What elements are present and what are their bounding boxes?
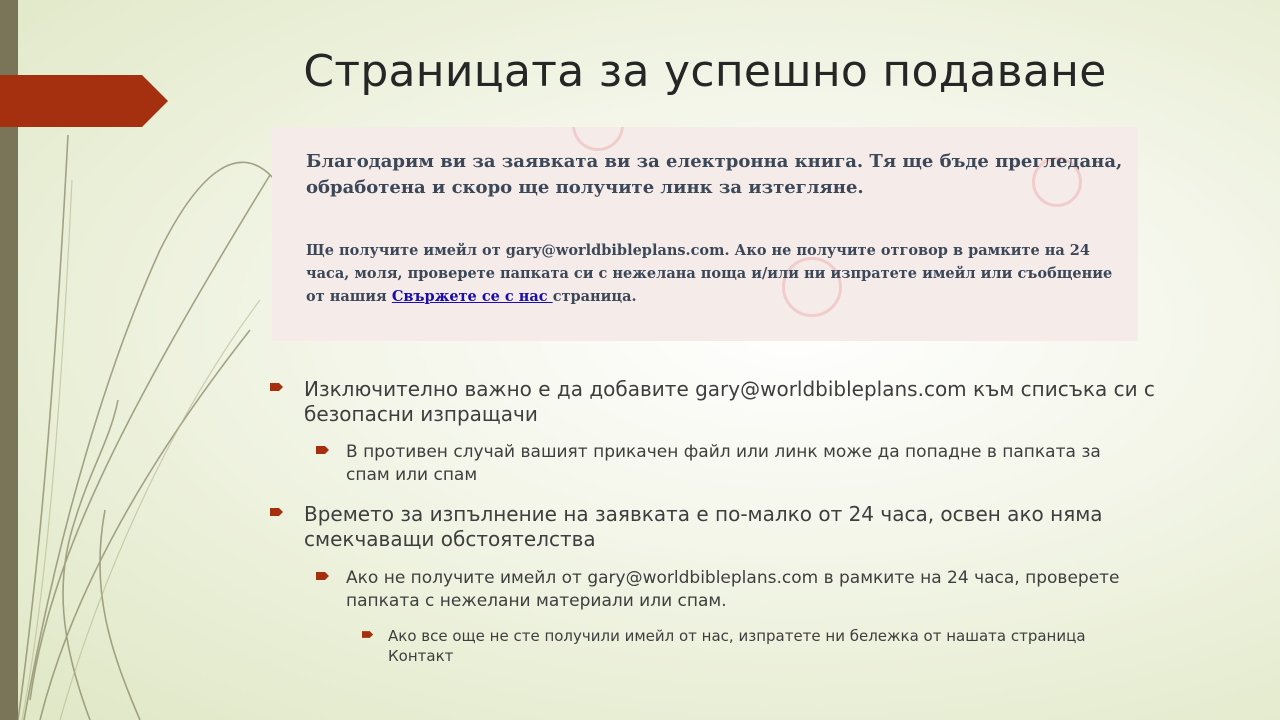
email-notice bbox=[306, 239, 1126, 308]
arrow-bullet-icon bbox=[270, 507, 284, 517]
bullet-item bbox=[316, 441, 1136, 487]
arrow-bullet-icon bbox=[316, 445, 330, 455]
bullet-item bbox=[362, 626, 1142, 666]
confirmation-screenshot bbox=[272, 127, 1138, 341]
arrow-bullet-icon bbox=[270, 382, 284, 392]
bullet-text: Изключително важно е да добавите gary@worldbibleplans.com към списъка си с безопасни изпращачи bbox=[304, 377, 1155, 426]
bullet-text: В противен случай вашият прикачен файл или линк може да попадне в папката за спам или спам bbox=[346, 442, 1101, 485]
bullet-text: Ако не получите имейл от gary@worldbibleplans.com в рамките на 24 часа, проверете папката с нежелани материали или спам. bbox=[346, 568, 1120, 611]
arrow-bullet-icon bbox=[362, 630, 376, 640]
bullet-item bbox=[316, 567, 1136, 613]
contact-us-link[interactable]: Свържете се с нас bbox=[391, 288, 553, 305]
email-notice-text: Ще получите имейл от gary@worldbibleplans.com. Ако не получите отговор в рамките на 24 часа, моля, проверете папката си с нежелана поща и/или ни изпратете имейл или съобщение от нашия bbox=[306, 242, 1113, 305]
bullet-item bbox=[270, 502, 1160, 552]
title-arrow-icon bbox=[0, 75, 168, 127]
thank-you-message: Благодарим ви за заявката ви за електронна книга. Тя ще бъде прегледана, обработена и скоро ще получите линк за изтегляне. bbox=[306, 151, 1123, 198]
bullet-item bbox=[270, 377, 1160, 427]
bullet-text: Времето за изпълнение на заявката е по-малко от 24 часа, освен ако няма смекчаващи обстоятелства bbox=[304, 502, 1103, 551]
bullet-text: Ако все още не сте получили имейл от нас, изпратете ни бележка от нашата страница Контакт bbox=[388, 627, 1086, 665]
email-notice-tail: страница. bbox=[552, 288, 637, 305]
arrow-bullet-icon bbox=[316, 571, 330, 581]
slide-title: Страницата за успешно подаване bbox=[303, 46, 1107, 97]
decorative-ring bbox=[572, 127, 624, 151]
